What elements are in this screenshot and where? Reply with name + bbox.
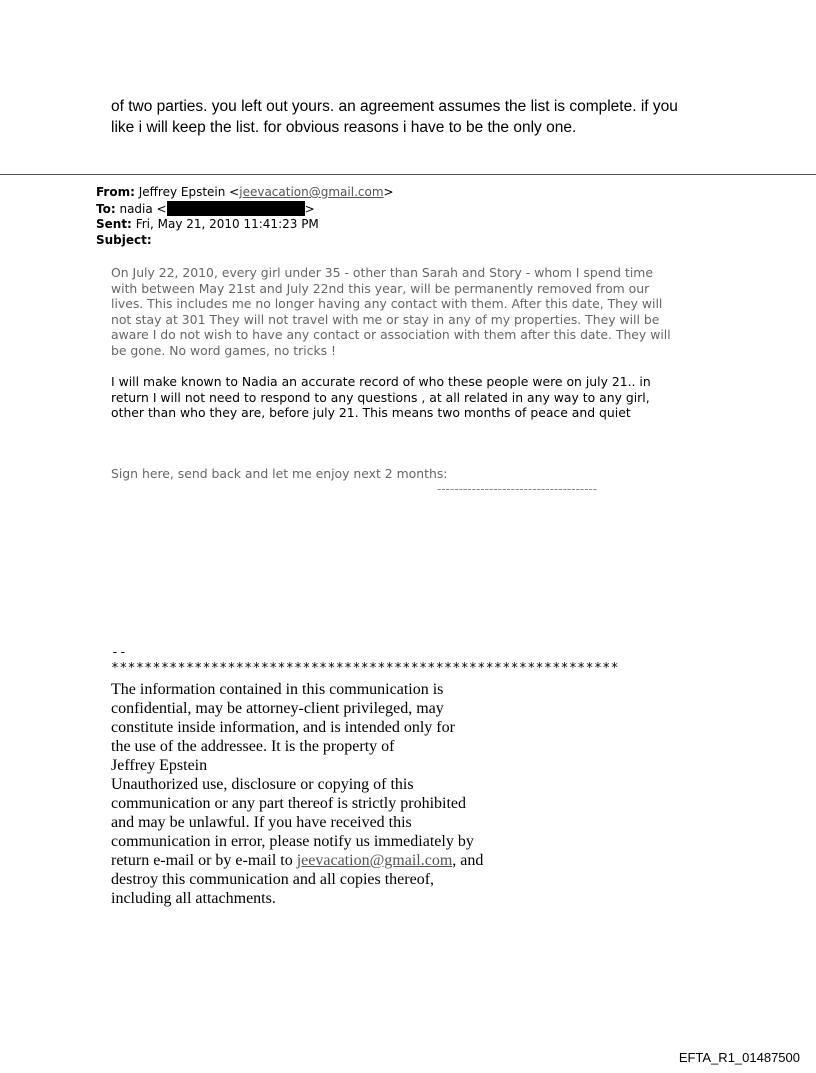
intro-line: like i will keep the list. for obvious reasons i have to be the only one. (111, 119, 577, 136)
disclaimer-line-return (111, 851, 619, 870)
sent-value: Fri, May 21, 2010 11:41:23 PM (135, 217, 319, 231)
disclaimer-line: Jeffrey Epstein (111, 757, 208, 774)
to-value: nadia < (119, 201, 167, 216)
disclaimer-line: communication in error, please notify us immediately by (111, 833, 474, 850)
body-paragraph-2 (111, 374, 651, 421)
disclaimer-line: destroy this communication and all copies thereof, (111, 871, 435, 888)
quoted-reply-text (111, 96, 751, 138)
body-line: lives. This includes me no longer having any contact with them. After this date, They will (111, 296, 663, 311)
disclaimer (111, 644, 619, 908)
body-line: return I will not need to respond to any questions , at all related in any way to any girl, (111, 389, 650, 405)
body-line: On July 22, 2010, every girl under 35 - other than Sarah and Story - whom I spend time (111, 265, 653, 280)
from-close: > (383, 185, 394, 199)
disclaimer-line: including all attachments. (111, 890, 276, 907)
disclaimer-line: confidential, may be attorney-client privileged, may (111, 700, 444, 717)
document-id: EFTA_R1_01487500 (678, 1050, 800, 1065)
redaction-box (167, 201, 305, 216)
sign-instruction: Sign here, send back and let me enjoy next 2 months: (111, 466, 448, 481)
body-paragraph-1 (111, 265, 671, 358)
from-row (96, 185, 394, 201)
to-label: To: (96, 201, 116, 216)
body-line: not stay at 301 They will not travel with me or stay in any of my properties. They will be (111, 311, 660, 327)
star-separator: ************************************************************* (111, 661, 619, 676)
intro-line: of two parties. you left out yours. an agreement assumes the list is complete. if you (111, 98, 678, 115)
from-label: From: (96, 185, 135, 199)
disclaimer-line: the use of the addressee. It is the property of (111, 738, 395, 755)
disclaimer-line: communication or any part thereof is strictly prohibited (111, 795, 467, 812)
return-prefix: return e-mail or by e-mail to (111, 852, 297, 869)
disclaimer-line: and may be unlawful. If you have received this (111, 814, 412, 831)
sent-row (96, 217, 394, 233)
subject-label: Subject: (96, 232, 152, 247)
email-header (96, 185, 394, 248)
body-line: aware I do not wish to have any contact or association with them after this date. They will (111, 327, 671, 342)
body-line: with between May 21st and July 22nd this year, will be permanently removed from our (111, 280, 650, 296)
subject-row (96, 233, 394, 249)
body-line: I will make known to Nadia an accurate record of who these people were on july 21.. in (111, 374, 651, 389)
disclaimer-line: Unauthorized use, disclosure or copying of this (111, 776, 414, 793)
from-email-link[interactable]: jeevacation@gmail.com (239, 185, 384, 199)
body-line: other than who they are, before july 21. This means two months of peace and quiet (111, 405, 631, 420)
divider (0, 174, 816, 175)
from-name: Jeffrey Epstein < (138, 185, 240, 199)
disclaimer-line: constitute inside information, and is intended only for (111, 719, 455, 736)
return-suffix: , and (452, 852, 484, 869)
signature-separator: -- (111, 645, 127, 660)
disclaimer-line: The information contained in this communication is (111, 681, 444, 698)
to-close: > (304, 201, 315, 216)
return-email-link[interactable]: jeevacation@gmail.com (296, 852, 453, 869)
to-row (96, 201, 394, 218)
signature-line: ------------------------------------- (437, 482, 598, 496)
body-line: be gone. No word games, no tricks ! (111, 342, 337, 358)
sent-label: Sent: (96, 217, 132, 231)
